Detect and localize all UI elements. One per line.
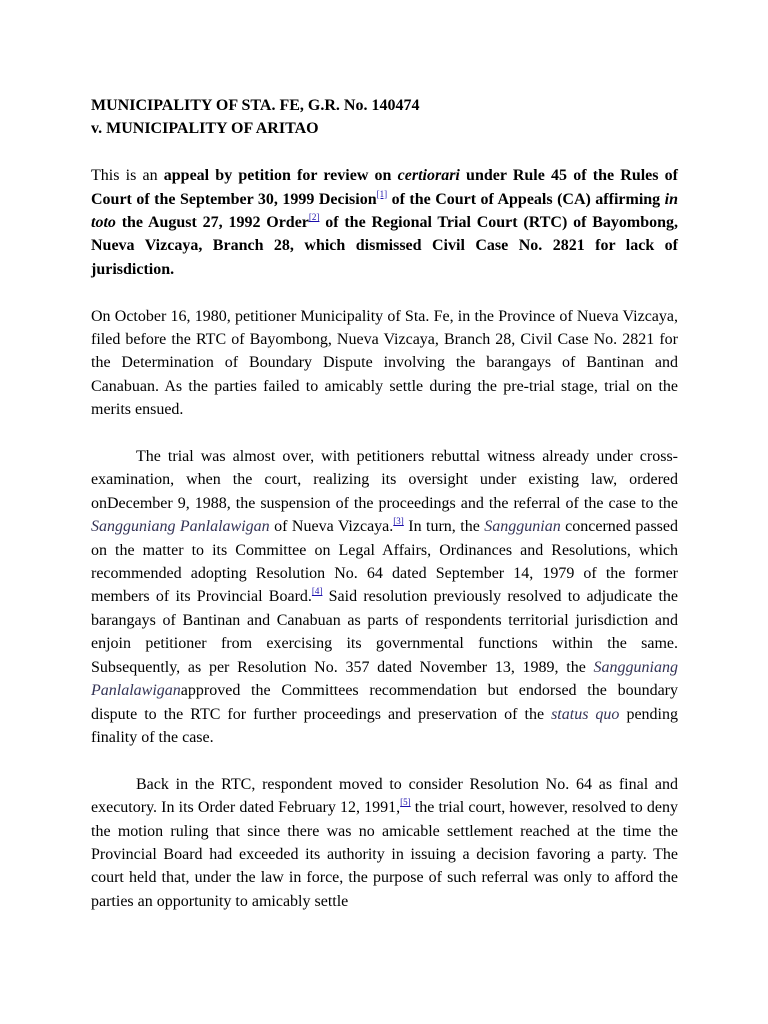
case-title-line-1: MUNICIPALITY OF STA. FE, G.R. No. 140474	[91, 97, 420, 114]
footnote-link-2[interactable]: [2]	[308, 212, 320, 223]
intro-bold-text: under Rule 45 of the Rules of Court of the September 30, 1999 Decision	[91, 167, 679, 208]
footnote-ref-2[interactable]	[309, 212, 320, 222]
intro-text: This is an	[91, 167, 164, 185]
footnote-link-5[interactable]: [5]	[400, 797, 411, 808]
case-title-line-2: v. MUNICIPALITY OF ARITAO	[91, 120, 319, 138]
footnote-ref-5[interactable]	[400, 797, 411, 807]
footnote-ref-1[interactable]	[377, 189, 388, 199]
referral-text: concerned passed on the matter to its Committee on Legal Affairs, Ordinances and Resolutions, which recommended adopting Resolution No. 64 dated September 14, 1979 of the former members of its Provincial Board.	[91, 518, 679, 606]
footnote-link-3[interactable]: [3]	[393, 516, 404, 527]
case-title	[91, 94, 678, 141]
referral-text: The trial was almost over, with petitioners rebuttal witness already under cross-examination, when the court, realizing its oversight under existing law, ordered onDecember 9, 1988, the suspension of the proceedings and the referral of the case to the	[91, 448, 678, 512]
intro-bold-text: appeal by petition for review on	[163, 167, 398, 185]
footnote-link-1[interactable]: [1]	[376, 188, 388, 199]
rtc-order-text: the trial court, however, resolved to deny the motion ruling that since there was no amicable settlement reached at the time the Provincial Board had exceeded its authority in issuing a decision favoring a party. The court held that, under the law in force, the purpose of such referral was only to afford the parties an opportunity to amicably settle	[91, 799, 678, 910]
intro-bold-text: the August 27, 1992 Order	[115, 214, 309, 232]
paragraph-intro	[91, 164, 678, 281]
rtc-order-text: Back in the RTC, respondent moved to consider Resolution No. 64 as final and executory. In its Order dated February 12, 1991,	[91, 775, 678, 817]
referral-sanggunian: Sanggunian	[484, 518, 561, 536]
footnote-link-4[interactable]: [4]	[311, 586, 323, 597]
referral-sangguniang: Sangguniang Panlalawigan	[91, 658, 678, 700]
intro-bold-text: of the Court of Appeals (CA) affirming	[387, 190, 665, 208]
referral-status-quo: status quo	[551, 705, 620, 723]
paragraph-referral	[91, 445, 678, 749]
referral-text: Said resolution previously resolved to adjudicate the barangays of Bantinan and Canabuan as parts of respondents territorial jurisdiction and enjoin petitioner from exercising its governmental functions within the same. Subsequently, as per Resolution No. 357 dated November 13, 1989, the	[91, 588, 679, 676]
referral-sangguniang: Sangguniang Panlalawigan	[91, 518, 270, 536]
footnote-ref-3[interactable]	[393, 516, 404, 526]
document-page	[91, 94, 678, 913]
paragraph-background: On October 16, 1980, petitioner Municipality of Sta. Fe, in the Province of Nueva Vizcaya, filed before the RTC of Bayombong, Nueva Vizcaya, Branch 28, Civil Case No. 2821 for the Determination of Boundary Dispute involving the barangays of Bantinan and Canabuan. As the parties failed to amicably settle during the pre-trial stage, trial on the merits ensued.	[91, 307, 678, 419]
intro-bold-text: of the Regional Trial Court (RTC) of Bayombong, Nueva Vizcaya, Branch 28, which dismissed Civil Case No. 2821 for lack of jurisdiction.	[91, 214, 679, 278]
intro-certiorari: certiorari	[397, 167, 460, 185]
referral-text: approved the Committees recommendation but endorsed the boundary dispute to the RTC for further proceedings and preservation of the	[91, 682, 678, 723]
referral-text: pending finality of the case.	[91, 705, 678, 746]
paragraph-rtc-order	[91, 773, 678, 913]
intro-in-toto: in toto	[91, 190, 679, 232]
referral-text: In turn, the	[403, 518, 485, 536]
footnote-ref-4[interactable]	[312, 586, 323, 596]
referral-text: of Nueva Vizcaya.	[269, 518, 394, 536]
